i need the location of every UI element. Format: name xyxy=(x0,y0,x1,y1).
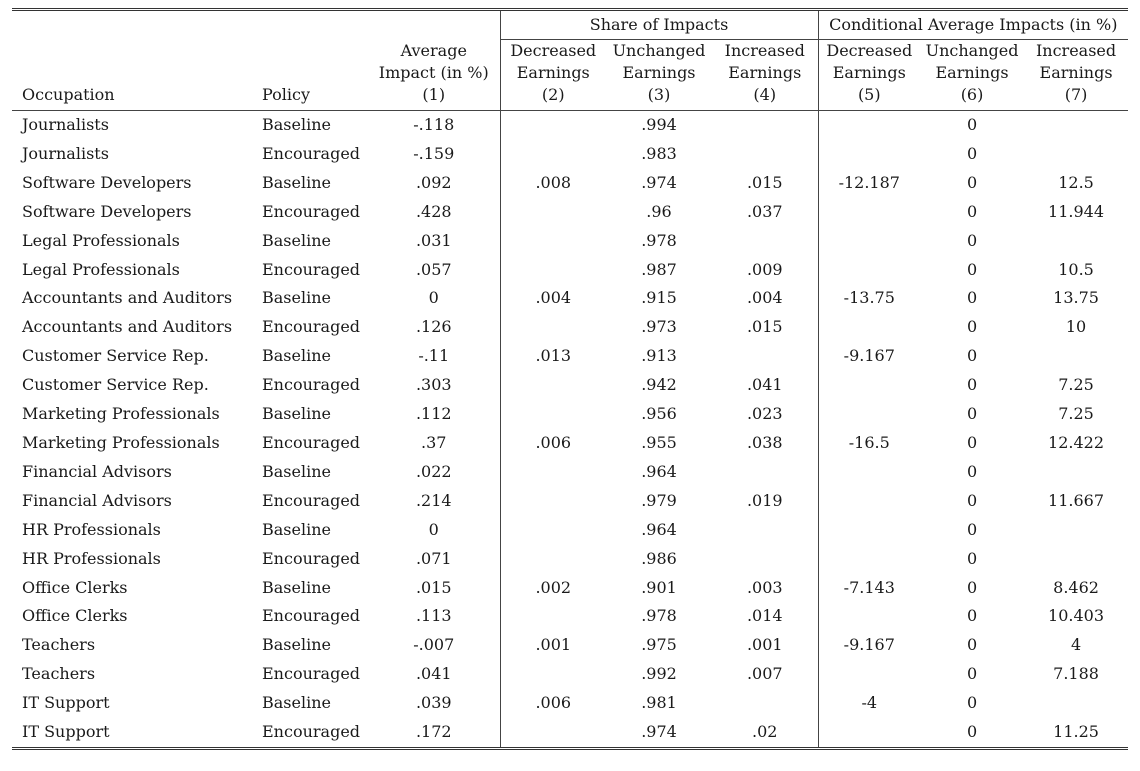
column-header-share-decreased xyxy=(500,40,606,111)
cell-avg-impact: .092 xyxy=(415,172,452,192)
cell-cond-unchanged: 0 xyxy=(966,461,978,481)
cell-cond-increased: 7.25 xyxy=(1058,404,1094,424)
cell-cond-unchanged: 0 xyxy=(966,693,978,713)
cell-avg-impact: .015 xyxy=(415,577,452,597)
cell-occupation: Teachers xyxy=(22,635,96,655)
cell-occupation: Office Clerks xyxy=(22,577,128,597)
cell-share-decreased: .004 xyxy=(500,284,606,313)
cell-avg-impact: -.159 xyxy=(413,143,455,163)
column-header-4-num: (4) xyxy=(753,85,777,104)
table-row xyxy=(12,660,1128,689)
cell-cond-increased: 10.5 xyxy=(1058,259,1094,279)
cell-avg-impact: .113 xyxy=(415,606,452,626)
table-row xyxy=(12,458,1128,487)
cell-share-increased: .001 xyxy=(746,635,783,655)
cell-policy: Encouraged xyxy=(262,606,361,626)
cell-policy: Encouraged xyxy=(262,317,361,337)
cell-cond-decreased xyxy=(818,660,920,689)
cell-share-increased: .007 xyxy=(746,664,783,684)
cell-policy: Encouraged xyxy=(262,432,361,452)
cell-occupation: Teachers xyxy=(22,664,96,684)
cell-cond-unchanged: 0 xyxy=(966,375,978,395)
cell-share-decreased xyxy=(500,545,606,574)
cell-share-unchanged: .955 xyxy=(641,432,677,452)
cell-cond-decreased xyxy=(818,256,920,285)
cell-cond-unchanged: 0 xyxy=(966,519,978,539)
cell-share-unchanged: .994 xyxy=(641,115,677,134)
cell-avg-impact: -.007 xyxy=(413,635,455,655)
cell-cond-decreased xyxy=(818,516,920,545)
cell-cond-increased: 11.944 xyxy=(1048,201,1105,221)
cell-share-unchanged: .901 xyxy=(641,577,677,597)
bottom-double-rule xyxy=(12,747,1128,750)
column-header-7-line1: Increased xyxy=(1035,41,1117,60)
column-header-3-num: (3) xyxy=(647,85,671,104)
cell-share-increased: .009 xyxy=(746,259,783,279)
cell-cond-decreased: -13.75 xyxy=(818,284,920,313)
cell-avg-impact: .428 xyxy=(415,201,452,221)
table-row xyxy=(12,487,1128,516)
cell-share-increased: .02 xyxy=(752,722,778,742)
cell-avg-impact: 0 xyxy=(428,519,439,539)
cell-cond-unchanged: 0 xyxy=(966,172,978,192)
cell-policy: Encouraged xyxy=(262,201,361,221)
column-header-6-num: (6) xyxy=(960,85,984,104)
cell-share-increased xyxy=(712,140,818,169)
cell-cond-increased xyxy=(1024,140,1128,169)
cell-cond-unchanged: 0 xyxy=(966,432,978,452)
cell-cond-increased: 11.25 xyxy=(1053,722,1099,742)
header-blank-avg xyxy=(368,11,500,40)
table-row xyxy=(12,574,1128,603)
cell-occupation: IT Support xyxy=(22,693,110,713)
cell-occupation: Software Developers xyxy=(22,172,192,192)
cell-policy: Baseline xyxy=(262,693,331,713)
cell-cond-unchanged: 0 xyxy=(966,288,978,308)
cell-cond-increased: 10.403 xyxy=(1048,606,1105,626)
cell-occupation: Legal Professionals xyxy=(22,259,180,279)
table-row xyxy=(12,342,1128,371)
cell-share-decreased xyxy=(500,602,606,631)
cell-share-increased: .037 xyxy=(746,201,783,221)
cell-share-unchanged: .983 xyxy=(641,143,677,163)
results-table-wrap xyxy=(12,8,1128,750)
cell-cond-increased xyxy=(1024,227,1128,256)
cell-cond-increased: 12.5 xyxy=(1058,172,1094,192)
cell-cond-decreased xyxy=(818,718,920,747)
cell-share-decreased xyxy=(500,487,606,516)
cell-cond-decreased: -12.187 xyxy=(818,169,920,198)
cell-avg-impact: .37 xyxy=(421,432,447,452)
header-group-row xyxy=(12,11,1128,40)
cell-share-unchanged: .978 xyxy=(641,606,677,626)
cell-policy: Baseline xyxy=(262,404,331,424)
column-header-4-line1: Increased xyxy=(724,41,805,60)
cell-policy: Baseline xyxy=(262,519,331,539)
cell-occupation: HR Professionals xyxy=(22,519,161,539)
cell-share-decreased xyxy=(500,140,606,169)
table-row xyxy=(12,400,1128,429)
column-header-cond-increased xyxy=(1024,40,1128,111)
table-row xyxy=(12,284,1128,313)
cell-share-decreased xyxy=(500,516,606,545)
column-header-avg-line1: Average xyxy=(400,41,467,60)
cell-share-decreased xyxy=(500,458,606,487)
cell-cond-decreased xyxy=(818,545,920,574)
cell-cond-increased: 4 xyxy=(1070,635,1082,655)
cell-occupation: Accountants and Auditors xyxy=(22,317,233,337)
table-row xyxy=(12,602,1128,631)
table-row xyxy=(12,256,1128,285)
table-row xyxy=(12,371,1128,400)
cell-share-unchanged: .987 xyxy=(641,259,677,279)
cell-share-unchanged: .915 xyxy=(641,288,677,308)
results-table xyxy=(12,11,1128,747)
cell-cond-decreased: -9.167 xyxy=(818,631,920,660)
cell-occupation: Journalists xyxy=(22,115,109,134)
cell-cond-decreased: -16.5 xyxy=(818,429,920,458)
cell-share-increased: .038 xyxy=(746,432,783,452)
cell-occupation: IT Support xyxy=(22,722,110,742)
cell-share-unchanged: .964 xyxy=(641,519,677,539)
cell-cond-unchanged: 0 xyxy=(966,259,978,279)
cell-cond-unchanged: 0 xyxy=(966,143,978,163)
cell-share-unchanged: .973 xyxy=(641,317,677,337)
cell-cond-decreased xyxy=(818,111,920,140)
cell-share-increased: .041 xyxy=(746,375,783,395)
cell-share-unchanged: .964 xyxy=(641,461,677,481)
cell-avg-impact: .022 xyxy=(415,461,452,481)
cell-occupation: Journalists xyxy=(22,143,109,163)
cell-avg-impact: .112 xyxy=(415,404,452,424)
cell-cond-unchanged: 0 xyxy=(966,201,978,221)
cell-cond-increased xyxy=(1024,342,1128,371)
cell-occupation: Financial Advisors xyxy=(22,461,172,481)
cell-share-decreased xyxy=(500,256,606,285)
cell-share-decreased: .008 xyxy=(500,169,606,198)
column-header-2-line2: Earnings xyxy=(516,63,590,82)
column-header-cond-decreased xyxy=(818,40,920,111)
cell-share-decreased xyxy=(500,198,606,227)
cell-cond-decreased xyxy=(818,227,920,256)
table-row xyxy=(12,169,1128,198)
table-row xyxy=(12,227,1128,256)
cell-cond-unchanged: 0 xyxy=(966,404,978,424)
cell-cond-increased xyxy=(1024,516,1128,545)
cell-share-increased xyxy=(712,111,818,140)
cell-share-increased xyxy=(712,227,818,256)
cell-share-decreased: .002 xyxy=(500,574,606,603)
column-header-2-num: (2) xyxy=(541,85,565,104)
cell-cond-decreased xyxy=(818,198,920,227)
cell-cond-unchanged: 0 xyxy=(966,577,978,597)
cell-policy: Baseline xyxy=(262,288,331,308)
cell-cond-unchanged: 0 xyxy=(966,606,978,626)
column-header-7-num: (7) xyxy=(1064,85,1088,104)
cell-policy: Baseline xyxy=(262,577,331,597)
cell-policy: Baseline xyxy=(262,635,331,655)
cell-share-unchanged: .992 xyxy=(641,664,677,684)
column-header-avg-impact xyxy=(368,40,500,111)
cell-share-decreased xyxy=(500,111,606,140)
cell-share-decreased xyxy=(500,313,606,342)
cell-policy: Encouraged xyxy=(262,548,361,568)
cell-share-unchanged: .981 xyxy=(641,693,677,713)
cell-cond-increased: 11.667 xyxy=(1048,490,1105,510)
column-header-avg-line2: Impact (in %) xyxy=(378,63,489,82)
cell-cond-decreased: -4 xyxy=(818,689,920,718)
cell-occupation: Software Developers xyxy=(22,201,192,221)
cell-share-increased xyxy=(712,689,818,718)
cell-occupation: Customer Service Rep. xyxy=(22,346,209,366)
cell-occupation: Financial Advisors xyxy=(22,490,172,510)
cell-share-decreased xyxy=(500,227,606,256)
cell-share-increased xyxy=(712,545,818,574)
column-header-occupation: Occupation xyxy=(22,85,115,104)
cell-occupation: Marketing Professionals xyxy=(22,432,220,452)
column-header-5-num: (5) xyxy=(857,85,881,104)
cell-cond-unchanged: 0 xyxy=(966,317,978,337)
cell-policy: Encouraged xyxy=(262,664,361,684)
header-blank-occupation xyxy=(12,11,248,40)
table-row xyxy=(12,516,1128,545)
cell-avg-impact: -.118 xyxy=(413,115,455,134)
cell-avg-impact: .303 xyxy=(415,375,452,395)
cell-share-decreased xyxy=(500,371,606,400)
cell-share-unchanged: .96 xyxy=(646,201,672,221)
column-header-share-unchanged xyxy=(606,40,712,111)
cell-share-unchanged: .975 xyxy=(641,635,677,655)
cell-cond-unchanged: 0 xyxy=(966,635,978,655)
cell-share-increased: .019 xyxy=(746,490,783,510)
cell-cond-decreased xyxy=(818,458,920,487)
cell-occupation: Accountants and Auditors xyxy=(22,288,233,308)
table-row xyxy=(12,545,1128,574)
column-header-2-line1: Decreased xyxy=(510,41,597,60)
cell-occupation: HR Professionals xyxy=(22,548,161,568)
cell-cond-unchanged: 0 xyxy=(966,490,978,510)
cell-policy: Encouraged xyxy=(262,143,361,163)
cell-occupation: Customer Service Rep. xyxy=(22,375,209,395)
cell-cond-increased: 13.75 xyxy=(1053,288,1099,308)
cell-share-unchanged: .913 xyxy=(641,346,677,366)
cell-policy: Baseline xyxy=(262,172,331,192)
cell-share-unchanged: .979 xyxy=(641,490,677,510)
table-row xyxy=(12,718,1128,747)
cell-avg-impact: .041 xyxy=(415,664,452,684)
cell-cond-decreased xyxy=(818,140,920,169)
cell-cond-increased xyxy=(1024,545,1128,574)
table-row xyxy=(12,313,1128,342)
cell-avg-impact: .031 xyxy=(415,230,452,250)
cell-share-decreased: .006 xyxy=(500,429,606,458)
column-header-6-line2: Earnings xyxy=(935,63,1009,82)
cell-share-decreased xyxy=(500,660,606,689)
table-row xyxy=(12,631,1128,660)
cell-share-unchanged: .986 xyxy=(641,548,677,568)
cell-cond-increased xyxy=(1024,111,1128,140)
column-header-avg-num: (1) xyxy=(422,85,446,104)
cell-avg-impact: .126 xyxy=(415,317,452,337)
cell-cond-unchanged: 0 xyxy=(966,115,978,134)
column-header-7-line2: Earnings xyxy=(1039,63,1113,82)
cell-cond-increased xyxy=(1024,458,1128,487)
cell-cond-decreased xyxy=(818,602,920,631)
cell-share-increased xyxy=(712,458,818,487)
cell-avg-impact: .214 xyxy=(415,490,452,510)
table-row xyxy=(12,689,1128,718)
cell-cond-unchanged: 0 xyxy=(966,230,978,250)
cell-share-increased: .015 xyxy=(746,317,783,337)
cell-share-unchanged: .974 xyxy=(641,172,677,192)
cell-share-unchanged: .974 xyxy=(641,722,677,742)
cell-avg-impact: .057 xyxy=(415,259,452,279)
cell-share-increased: .015 xyxy=(746,172,783,192)
cell-policy: Baseline xyxy=(262,346,331,366)
cell-share-decreased: .001 xyxy=(500,631,606,660)
cell-policy: Encouraged xyxy=(262,259,361,279)
column-header-5-line1: Decreased xyxy=(826,41,913,60)
cell-avg-impact: .039 xyxy=(415,693,452,713)
table-body xyxy=(12,111,1128,747)
cell-cond-increased: 8.462 xyxy=(1053,577,1099,597)
column-header-3-line2: Earnings xyxy=(622,63,696,82)
cell-share-unchanged: .942 xyxy=(641,375,677,395)
cell-cond-decreased xyxy=(818,313,920,342)
cell-share-decreased: .006 xyxy=(500,689,606,718)
cell-share-increased: .004 xyxy=(746,288,783,308)
cell-cond-increased: 7.188 xyxy=(1053,664,1099,684)
table-row xyxy=(12,140,1128,169)
cell-policy: Encouraged xyxy=(262,375,361,395)
column-header-share-increased xyxy=(712,40,818,111)
cell-share-increased: .023 xyxy=(746,404,783,424)
cell-cond-unchanged: 0 xyxy=(966,548,978,568)
group-header-conditional: Conditional Average Impacts (in %) xyxy=(818,11,1128,40)
cell-cond-increased: 12.422 xyxy=(1048,432,1105,452)
cell-share-unchanged: .956 xyxy=(641,404,677,424)
table-row xyxy=(12,111,1128,140)
cell-cond-increased: 7.25 xyxy=(1058,375,1094,395)
cell-policy: Baseline xyxy=(262,115,331,134)
cell-cond-decreased xyxy=(818,371,920,400)
cell-occupation: Legal Professionals xyxy=(22,230,180,250)
cell-cond-unchanged: 0 xyxy=(966,722,978,742)
cell-share-increased: .003 xyxy=(746,577,783,597)
cell-share-unchanged: .978 xyxy=(641,230,677,250)
cell-cond-unchanged: 0 xyxy=(966,664,978,684)
cell-policy: Encouraged xyxy=(262,490,361,510)
cell-share-increased xyxy=(712,516,818,545)
cell-share-increased: .014 xyxy=(746,606,783,626)
cell-cond-decreased: -7.143 xyxy=(818,574,920,603)
column-header-cond-unchanged xyxy=(920,40,1024,111)
cell-avg-impact: 0 xyxy=(428,288,439,308)
cell-share-decreased: .013 xyxy=(500,342,606,371)
table-row xyxy=(12,429,1128,458)
cell-occupation: Office Clerks xyxy=(22,606,128,626)
cell-cond-increased xyxy=(1024,689,1128,718)
header-column-row xyxy=(12,40,1128,111)
cell-avg-impact: -.11 xyxy=(418,346,450,366)
column-header-3-line1: Unchanged xyxy=(612,41,706,60)
cell-share-decreased xyxy=(500,718,606,747)
cell-policy: Baseline xyxy=(262,461,331,481)
cell-avg-impact: .172 xyxy=(415,722,452,742)
cell-cond-decreased xyxy=(818,487,920,516)
group-header-share: Share of Impacts xyxy=(500,11,818,40)
cell-policy: Encouraged xyxy=(262,722,361,742)
column-header-4-line2: Earnings xyxy=(728,63,802,82)
cell-share-decreased xyxy=(500,400,606,429)
table-row xyxy=(12,198,1128,227)
cell-share-increased xyxy=(712,342,818,371)
cell-policy: Baseline xyxy=(262,230,331,250)
column-header-5-line2: Earnings xyxy=(832,63,906,82)
header-blank-policy xyxy=(248,11,368,40)
cell-cond-decreased xyxy=(818,400,920,429)
cell-cond-increased: 10 xyxy=(1065,317,1087,337)
cell-occupation: Marketing Professionals xyxy=(22,404,220,424)
cell-cond-unchanged: 0 xyxy=(966,346,978,366)
column-header-policy: Policy xyxy=(262,85,310,104)
cell-avg-impact: .071 xyxy=(415,548,452,568)
column-header-6-line1: Unchanged xyxy=(925,41,1019,60)
cell-cond-decreased: -9.167 xyxy=(818,342,920,371)
